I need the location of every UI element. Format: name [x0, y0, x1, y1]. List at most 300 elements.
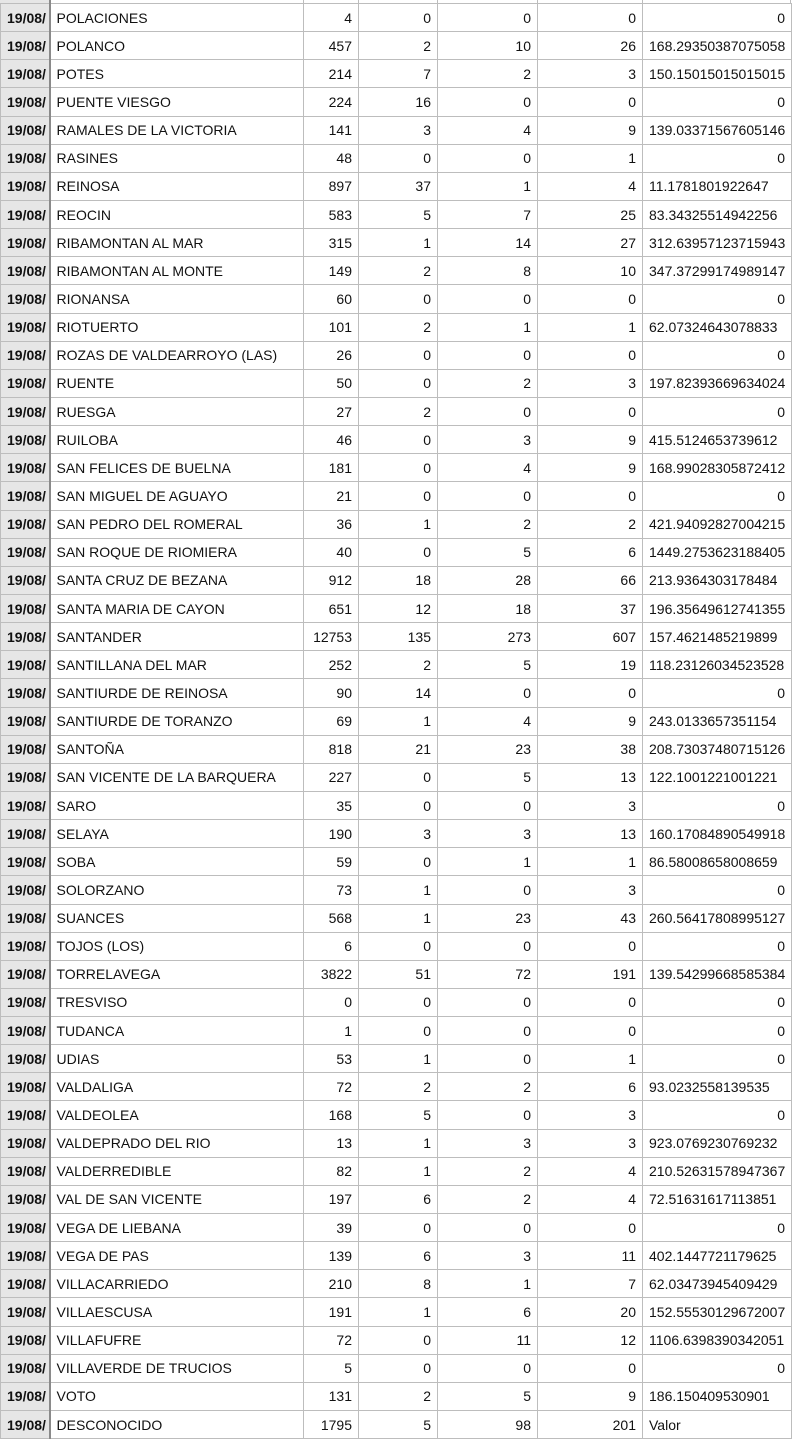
date-cell[interactable]: 19/08/: [1, 88, 50, 116]
municipio-cell[interactable]: SAN MIGUEL DE AGUAYO: [50, 482, 304, 510]
value-cell-2[interactable]: 6: [359, 1242, 438, 1270]
value-cell-3[interactable]: 0: [438, 1017, 538, 1045]
municipio-cell[interactable]: DESCONOCIDO: [50, 1411, 304, 1439]
municipio-cell[interactable]: VILLAVERDE DE TRUCIOS: [50, 1354, 304, 1382]
value-cell-3[interactable]: 0: [438, 1354, 538, 1382]
value-cell-4[interactable]: 3: [538, 369, 643, 397]
value-cell-3[interactable]: 0: [438, 932, 538, 960]
value-cell-1[interactable]: 227: [304, 763, 359, 791]
municipio-cell[interactable]: ROZAS DE VALDEARROYO (LAS): [50, 341, 304, 369]
rate-cell[interactable]: 0: [643, 876, 792, 904]
date-cell[interactable]: 19/08/: [1, 988, 50, 1016]
value-cell-2[interactable]: 0: [359, 454, 438, 482]
rate-cell[interactable]: 168.29350387075058: [643, 32, 792, 60]
value-cell-1[interactable]: 101: [304, 313, 359, 341]
value-cell-3[interactable]: 1: [438, 1270, 538, 1298]
date-cell[interactable]: 19/08/: [1, 1185, 50, 1213]
date-cell[interactable]: 19/08/: [1, 397, 50, 425]
value-cell-3[interactable]: 0: [438, 341, 538, 369]
rate-cell[interactable]: 0: [643, 988, 792, 1016]
value-cell-1[interactable]: 6: [304, 932, 359, 960]
value-cell-1[interactable]: 818: [304, 735, 359, 763]
rate-cell[interactable]: 213.9364303178484: [643, 566, 792, 594]
value-cell-3[interactable]: 2: [438, 369, 538, 397]
municipio-cell[interactable]: RUENTE: [50, 369, 304, 397]
value-cell-4[interactable]: 3: [538, 876, 643, 904]
value-cell-2[interactable]: 2: [359, 257, 438, 285]
date-cell[interactable]: 19/08/: [1, 285, 50, 313]
value-cell-4[interactable]: 0: [538, 1214, 643, 1242]
date-cell[interactable]: 19/08/: [1, 229, 50, 257]
municipio-cell[interactable]: RIBAMONTAN AL MAR: [50, 229, 304, 257]
value-cell-3[interactable]: 11: [438, 1326, 538, 1354]
value-cell-3[interactable]: 5: [438, 651, 538, 679]
value-cell-2[interactable]: 1: [359, 1129, 438, 1157]
value-cell-1[interactable]: 583: [304, 200, 359, 228]
date-cell[interactable]: 19/08/: [1, 538, 50, 566]
value-cell-4[interactable]: 4: [538, 172, 643, 200]
date-cell[interactable]: 19/08/: [1, 876, 50, 904]
value-cell-4[interactable]: 26: [538, 32, 643, 60]
value-cell-1[interactable]: 1: [304, 1017, 359, 1045]
value-cell-3[interactable]: 0: [438, 791, 538, 819]
date-cell[interactable]: 19/08/: [1, 1298, 50, 1326]
value-cell-3[interactable]: 2: [438, 510, 538, 538]
value-cell-4[interactable]: 0: [538, 88, 643, 116]
date-cell[interactable]: 19/08/: [1, 1354, 50, 1382]
municipio-cell[interactable]: SUANCES: [50, 904, 304, 932]
value-cell-2[interactable]: 0: [359, 1017, 438, 1045]
rate-cell[interactable]: 1106.6398390342051: [643, 1326, 792, 1354]
value-cell-4[interactable]: 0: [538, 397, 643, 425]
value-cell-1[interactable]: 82: [304, 1157, 359, 1185]
rate-cell[interactable]: 0: [643, 1017, 792, 1045]
date-cell[interactable]: 19/08/: [1, 960, 50, 988]
value-cell-3[interactable]: 0: [438, 988, 538, 1016]
value-cell-4[interactable]: 3: [538, 1129, 643, 1157]
date-cell[interactable]: 19/08/: [1, 257, 50, 285]
value-cell-1[interactable]: 651: [304, 594, 359, 622]
municipio-cell[interactable]: TOJOS (LOS): [50, 932, 304, 960]
value-cell-3[interactable]: 0: [438, 679, 538, 707]
value-cell-1[interactable]: 131: [304, 1382, 359, 1410]
date-cell[interactable]: 19/08/: [1, 1270, 50, 1298]
rate-cell[interactable]: 0: [643, 791, 792, 819]
municipio-cell[interactable]: SELAYA: [50, 820, 304, 848]
date-cell[interactable]: 19/08/: [1, 791, 50, 819]
value-cell-2[interactable]: 5: [359, 1411, 438, 1439]
date-cell[interactable]: 19/08/: [1, 594, 50, 622]
value-cell-2[interactable]: 2: [359, 32, 438, 60]
value-cell-1[interactable]: 53: [304, 1045, 359, 1073]
value-cell-4[interactable]: 0: [538, 341, 643, 369]
value-cell-3[interactable]: 5: [438, 763, 538, 791]
value-cell-4[interactable]: 13: [538, 763, 643, 791]
rate-cell[interactable]: 0: [643, 285, 792, 313]
value-cell-1[interactable]: 315: [304, 229, 359, 257]
value-cell-2[interactable]: 3: [359, 820, 438, 848]
value-cell-1[interactable]: 4: [304, 4, 359, 32]
value-cell-3[interactable]: 3: [438, 1129, 538, 1157]
municipio-cell[interactable]: POLACIONES: [50, 4, 304, 32]
value-cell-2[interactable]: 2: [359, 1073, 438, 1101]
date-cell[interactable]: 19/08/: [1, 763, 50, 791]
rate-cell[interactable]: 150.15015015015015: [643, 60, 792, 88]
rate-cell[interactable]: 0: [643, 482, 792, 510]
value-cell-3[interactable]: 0: [438, 4, 538, 32]
date-cell[interactable]: 19/08/: [1, 200, 50, 228]
date-cell[interactable]: 19/08/: [1, 454, 50, 482]
rate-cell[interactable]: 139.03371567605146: [643, 116, 792, 144]
value-cell-4[interactable]: 20: [538, 1298, 643, 1326]
date-cell[interactable]: 19/08/: [1, 1157, 50, 1185]
value-cell-1[interactable]: 36: [304, 510, 359, 538]
rate-cell[interactable]: 0: [643, 144, 792, 172]
rate-cell[interactable]: 86.58008658008659: [643, 848, 792, 876]
rate-cell[interactable]: 312.63957123715943: [643, 229, 792, 257]
date-cell[interactable]: 19/08/: [1, 1214, 50, 1242]
value-cell-2[interactable]: 1: [359, 1045, 438, 1073]
value-cell-1[interactable]: 912: [304, 566, 359, 594]
value-cell-3[interactable]: 1: [438, 313, 538, 341]
municipio-cell[interactable]: RIOTUERTO: [50, 313, 304, 341]
value-cell-3[interactable]: 72: [438, 960, 538, 988]
value-cell-1[interactable]: 252: [304, 651, 359, 679]
value-cell-3[interactable]: 2: [438, 1073, 538, 1101]
value-cell-2[interactable]: 2: [359, 397, 438, 425]
municipio-cell[interactable]: SAN ROQUE DE RIOMIERA: [50, 538, 304, 566]
value-cell-3[interactable]: 0: [438, 1045, 538, 1073]
value-cell-1[interactable]: 21: [304, 482, 359, 510]
rate-cell[interactable]: 0: [643, 1045, 792, 1073]
value-cell-1[interactable]: 50: [304, 369, 359, 397]
value-cell-4[interactable]: 0: [538, 285, 643, 313]
municipio-cell[interactable]: RASINES: [50, 144, 304, 172]
value-cell-3[interactable]: 1: [438, 172, 538, 200]
rate-cell[interactable]: 421.94092827004215: [643, 510, 792, 538]
value-cell-2[interactable]: 7: [359, 60, 438, 88]
date-cell[interactable]: 19/08/: [1, 60, 50, 88]
date-cell[interactable]: 19/08/: [1, 172, 50, 200]
value-cell-2[interactable]: 5: [359, 1101, 438, 1129]
value-cell-3[interactable]: 0: [438, 876, 538, 904]
date-cell[interactable]: 19/08/: [1, 848, 50, 876]
date-cell[interactable]: 19/08/: [1, 707, 50, 735]
value-cell-4[interactable]: 11: [538, 1242, 643, 1270]
value-cell-4[interactable]: 1: [538, 144, 643, 172]
value-cell-4[interactable]: 2: [538, 510, 643, 538]
municipio-cell[interactable]: SANTILLANA DEL MAR: [50, 651, 304, 679]
date-cell[interactable]: 19/08/: [1, 510, 50, 538]
value-cell-2[interactable]: 8: [359, 1270, 438, 1298]
value-cell-2[interactable]: 1: [359, 510, 438, 538]
rate-cell[interactable]: 0: [643, 1214, 792, 1242]
value-cell-2[interactable]: 0: [359, 4, 438, 32]
date-cell[interactable]: 19/08/: [1, 1101, 50, 1129]
municipio-cell[interactable]: POLANCO: [50, 32, 304, 60]
municipio-cell[interactable]: SANTANDER: [50, 623, 304, 651]
value-cell-4[interactable]: 43: [538, 904, 643, 932]
value-cell-3[interactable]: 1: [438, 848, 538, 876]
value-cell-1[interactable]: 13: [304, 1129, 359, 1157]
rate-cell[interactable]: 0: [643, 679, 792, 707]
municipio-cell[interactable]: VALDALIGA: [50, 1073, 304, 1101]
value-cell-1[interactable]: 190: [304, 820, 359, 848]
value-cell-1[interactable]: 60: [304, 285, 359, 313]
value-cell-4[interactable]: 13: [538, 820, 643, 848]
value-cell-2[interactable]: 0: [359, 426, 438, 454]
value-cell-4[interactable]: 201: [538, 1411, 643, 1439]
value-cell-1[interactable]: 46: [304, 426, 359, 454]
value-cell-1[interactable]: 168: [304, 1101, 359, 1129]
value-cell-3[interactable]: 0: [438, 1214, 538, 1242]
date-cell[interactable]: 19/08/: [1, 904, 50, 932]
municipio-cell[interactable]: VILLACARRIEDO: [50, 1270, 304, 1298]
value-cell-1[interactable]: 897: [304, 172, 359, 200]
rate-cell[interactable]: 0: [643, 88, 792, 116]
rate-cell[interactable]: 0: [643, 1354, 792, 1382]
value-cell-2[interactable]: 21: [359, 735, 438, 763]
value-cell-2[interactable]: 2: [359, 1382, 438, 1410]
value-cell-1[interactable]: 568: [304, 904, 359, 932]
rate-cell[interactable]: 196.35649612741355: [643, 594, 792, 622]
value-cell-1[interactable]: 72: [304, 1326, 359, 1354]
date-cell[interactable]: 19/08/: [1, 1242, 50, 1270]
value-cell-3[interactable]: 4: [438, 454, 538, 482]
date-cell[interactable]: 19/08/: [1, 1326, 50, 1354]
municipio-cell[interactable]: VEGA DE LIEBANA: [50, 1214, 304, 1242]
value-cell-2[interactable]: 37: [359, 172, 438, 200]
value-cell-4[interactable]: 0: [538, 1017, 643, 1045]
value-cell-1[interactable]: 3822: [304, 960, 359, 988]
value-cell-4[interactable]: 9: [538, 1382, 643, 1410]
municipio-cell[interactable]: SAN VICENTE DE LA BARQUERA: [50, 763, 304, 791]
value-cell-4[interactable]: 3: [538, 1101, 643, 1129]
value-cell-1[interactable]: 69: [304, 707, 359, 735]
municipio-cell[interactable]: SOBA: [50, 848, 304, 876]
value-cell-3[interactable]: 98: [438, 1411, 538, 1439]
municipio-cell[interactable]: RAMALES DE LA VICTORIA: [50, 116, 304, 144]
value-cell-2[interactable]: 3: [359, 116, 438, 144]
rate-cell[interactable]: 0: [643, 341, 792, 369]
value-cell-2[interactable]: 18: [359, 566, 438, 594]
value-cell-1[interactable]: 5: [304, 1354, 359, 1382]
value-cell-2[interactable]: 1: [359, 876, 438, 904]
value-cell-1[interactable]: 72: [304, 1073, 359, 1101]
value-cell-1[interactable]: 40: [304, 538, 359, 566]
municipio-cell[interactable]: RIBAMONTAN AL MONTE: [50, 257, 304, 285]
municipio-cell[interactable]: POTES: [50, 60, 304, 88]
value-cell-4[interactable]: 0: [538, 1354, 643, 1382]
municipio-cell[interactable]: RUESGA: [50, 397, 304, 425]
value-cell-2[interactable]: 0: [359, 369, 438, 397]
value-cell-3[interactable]: 14: [438, 229, 538, 257]
date-cell[interactable]: 19/08/: [1, 735, 50, 763]
rate-cell[interactable]: 0: [643, 397, 792, 425]
value-cell-1[interactable]: 35: [304, 791, 359, 819]
value-cell-1[interactable]: 27: [304, 397, 359, 425]
value-cell-1[interactable]: 214: [304, 60, 359, 88]
rate-cell[interactable]: 197.82393669634024: [643, 369, 792, 397]
rate-cell[interactable]: 11.1781801922647: [643, 172, 792, 200]
value-cell-1[interactable]: 224: [304, 88, 359, 116]
rate-cell[interactable]: 168.99028305872412: [643, 454, 792, 482]
value-cell-3[interactable]: 23: [438, 735, 538, 763]
value-cell-2[interactable]: 0: [359, 341, 438, 369]
value-cell-4[interactable]: 25: [538, 200, 643, 228]
date-cell[interactable]: 19/08/: [1, 1411, 50, 1439]
date-cell[interactable]: 19/08/: [1, 116, 50, 144]
value-cell-2[interactable]: 16: [359, 88, 438, 116]
value-cell-3[interactable]: 0: [438, 397, 538, 425]
value-cell-1[interactable]: 210: [304, 1270, 359, 1298]
value-cell-4[interactable]: 191: [538, 960, 643, 988]
municipio-cell[interactable]: VALDEPRADO DEL RIO: [50, 1129, 304, 1157]
municipio-cell[interactable]: SANTA MARIA DE CAYON: [50, 594, 304, 622]
municipio-cell[interactable]: SANTOÑA: [50, 735, 304, 763]
value-cell-1[interactable]: 197: [304, 1185, 359, 1213]
date-cell[interactable]: 19/08/: [1, 566, 50, 594]
value-cell-1[interactable]: 0: [304, 988, 359, 1016]
value-cell-4[interactable]: 1: [538, 313, 643, 341]
value-cell-1[interactable]: 1795: [304, 1411, 359, 1439]
value-cell-3[interactable]: 4: [438, 116, 538, 144]
value-cell-4[interactable]: 37: [538, 594, 643, 622]
value-cell-2[interactable]: 2: [359, 651, 438, 679]
date-cell[interactable]: 19/08/: [1, 144, 50, 172]
value-cell-4[interactable]: 0: [538, 988, 643, 1016]
value-cell-4[interactable]: 19: [538, 651, 643, 679]
value-cell-2[interactable]: 1: [359, 707, 438, 735]
value-cell-2[interactable]: 0: [359, 285, 438, 313]
rate-cell[interactable]: 62.03473945409429: [643, 1270, 792, 1298]
municipio-cell[interactable]: SOLORZANO: [50, 876, 304, 904]
value-cell-4[interactable]: 607: [538, 623, 643, 651]
value-cell-2[interactable]: 0: [359, 482, 438, 510]
value-cell-4[interactable]: 4: [538, 1157, 643, 1185]
municipio-cell[interactable]: UDIAS: [50, 1045, 304, 1073]
rate-cell[interactable]: 0: [643, 932, 792, 960]
date-cell[interactable]: 19/08/: [1, 4, 50, 32]
value-cell-3[interactable]: 2: [438, 1157, 538, 1185]
value-cell-2[interactable]: 0: [359, 144, 438, 172]
municipio-cell[interactable]: RUILOBA: [50, 426, 304, 454]
value-cell-3[interactable]: 7: [438, 200, 538, 228]
value-cell-3[interactable]: 273: [438, 623, 538, 651]
rate-cell[interactable]: 152.55530129672007: [643, 1298, 792, 1326]
value-cell-3[interactable]: 5: [438, 1382, 538, 1410]
value-cell-2[interactable]: 0: [359, 538, 438, 566]
date-cell[interactable]: 19/08/: [1, 1017, 50, 1045]
value-cell-3[interactable]: 18: [438, 594, 538, 622]
date-cell[interactable]: 19/08/: [1, 1382, 50, 1410]
value-cell-4[interactable]: 10: [538, 257, 643, 285]
rate-cell[interactable]: 923.0769230769232: [643, 1129, 792, 1157]
value-cell-2[interactable]: 0: [359, 763, 438, 791]
date-cell[interactable]: 19/08/: [1, 482, 50, 510]
value-cell-2[interactable]: 0: [359, 1326, 438, 1354]
value-cell-4[interactable]: 27: [538, 229, 643, 257]
value-cell-4[interactable]: 6: [538, 538, 643, 566]
municipio-cell[interactable]: VOTO: [50, 1382, 304, 1410]
rate-cell[interactable]: 160.17084890549918: [643, 820, 792, 848]
municipio-cell[interactable]: TRESVISO: [50, 988, 304, 1016]
date-cell[interactable]: 19/08/: [1, 623, 50, 651]
value-cell-1[interactable]: 141: [304, 116, 359, 144]
date-cell[interactable]: 19/08/: [1, 932, 50, 960]
value-cell-2[interactable]: 0: [359, 791, 438, 819]
value-cell-3[interactable]: 8: [438, 257, 538, 285]
value-cell-4[interactable]: 0: [538, 679, 643, 707]
date-cell[interactable]: 19/08/: [1, 679, 50, 707]
value-cell-3[interactable]: 10: [438, 32, 538, 60]
value-cell-4[interactable]: 38: [538, 735, 643, 763]
rate-cell[interactable]: 415.5124653739612: [643, 426, 792, 454]
date-cell[interactable]: 19/08/: [1, 369, 50, 397]
value-cell-1[interactable]: 39: [304, 1214, 359, 1242]
value-cell-2[interactable]: 0: [359, 848, 438, 876]
value-cell-2[interactable]: 14: [359, 679, 438, 707]
value-cell-2[interactable]: 12: [359, 594, 438, 622]
value-cell-2[interactable]: 0: [359, 932, 438, 960]
rate-cell[interactable]: 83.34325514942256: [643, 200, 792, 228]
rate-cell[interactable]: 0: [643, 1101, 792, 1129]
value-cell-2[interactable]: 2: [359, 313, 438, 341]
value-cell-3[interactable]: 2: [438, 1185, 538, 1213]
value-cell-4[interactable]: 3: [538, 60, 643, 88]
date-cell[interactable]: 19/08/: [1, 313, 50, 341]
value-cell-1[interactable]: 59: [304, 848, 359, 876]
value-cell-1[interactable]: 48: [304, 144, 359, 172]
municipio-cell[interactable]: VILLAFUFRE: [50, 1326, 304, 1354]
date-cell[interactable]: 19/08/: [1, 651, 50, 679]
value-cell-1[interactable]: 181: [304, 454, 359, 482]
value-cell-2[interactable]: 1: [359, 904, 438, 932]
value-cell-3[interactable]: 0: [438, 1101, 538, 1129]
municipio-cell[interactable]: PUENTE VIESGO: [50, 88, 304, 116]
value-cell-3[interactable]: 0: [438, 482, 538, 510]
value-cell-2[interactable]: 1: [359, 1157, 438, 1185]
date-cell[interactable]: 19/08/: [1, 820, 50, 848]
rate-cell[interactable]: 62.07324643078833: [643, 313, 792, 341]
date-cell[interactable]: 19/08/: [1, 1073, 50, 1101]
value-cell-3[interactable]: 0: [438, 88, 538, 116]
value-cell-4[interactable]: 9: [538, 116, 643, 144]
value-cell-1[interactable]: 26: [304, 341, 359, 369]
value-cell-4[interactable]: 9: [538, 454, 643, 482]
rate-cell[interactable]: 260.56417808995127: [643, 904, 792, 932]
value-cell-3[interactable]: 6: [438, 1298, 538, 1326]
value-cell-4[interactable]: 66: [538, 566, 643, 594]
value-cell-3[interactable]: 28: [438, 566, 538, 594]
value-cell-2[interactable]: 0: [359, 988, 438, 1016]
value-cell-4[interactable]: 0: [538, 4, 643, 32]
value-cell-2[interactable]: 135: [359, 623, 438, 651]
municipio-cell[interactable]: TUDANCA: [50, 1017, 304, 1045]
rate-cell[interactable]: 122.1001221001221: [643, 763, 792, 791]
value-cell-4[interactable]: 0: [538, 932, 643, 960]
value-cell-4[interactable]: 9: [538, 707, 643, 735]
value-cell-3[interactable]: 3: [438, 1242, 538, 1270]
municipio-cell[interactable]: VAL DE SAN VICENTE: [50, 1185, 304, 1213]
value-cell-3[interactable]: 2: [438, 60, 538, 88]
municipio-cell[interactable]: SAN FELICES DE BUELNA: [50, 454, 304, 482]
value-cell-2[interactable]: 6: [359, 1185, 438, 1213]
value-cell-4[interactable]: 12: [538, 1326, 643, 1354]
value-cell-1[interactable]: 457: [304, 32, 359, 60]
municipio-cell[interactable]: VILLAESCUSA: [50, 1298, 304, 1326]
rate-cell[interactable]: 402.1447721179625: [643, 1242, 792, 1270]
